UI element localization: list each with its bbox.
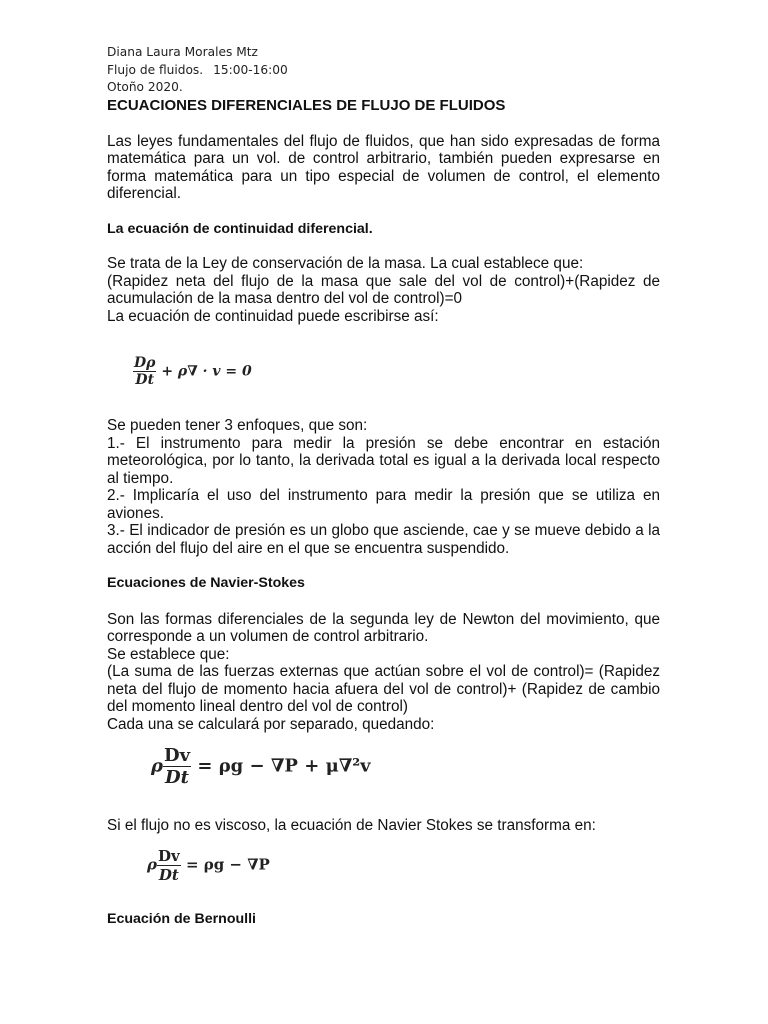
navier-paragraph-5: Si el flujo no es viscoso, la ecuación de Navier Stokes se transforma en: [107, 817, 596, 834]
euler-eq-prefix: ρ [147, 855, 157, 873]
term-line: Otoño 2020. [107, 80, 183, 94]
continuity-paragraph-1: Se trata de la Ley de conservación de la masa. La cual establece que: [107, 255, 584, 272]
navier-eq-fraction [163, 745, 191, 788]
continuity-equation [133, 355, 660, 411]
navier-eq-rest: = ρg − ∇P + μ∇²v [197, 755, 371, 777]
euler-eq-numerator: Dv [157, 846, 180, 865]
navier-eq-numerator: Dv [163, 745, 191, 766]
navier-paragraph-1: Son las formas diferenciales de la segunda ley de Newton del movimiento, que corresponde a un volumen de control arbitrario. [107, 610, 660, 645]
document-page [107, 44, 660, 928]
navier-stokes-equation [151, 745, 660, 809]
intro-paragraph: Las leyes fundamentales del flujo de fluidos, que han sido expresadas de forma matemática para un vol. de control arbitrario, también pueden expresarse en forma matemática para un tipo especial de volumen de control, el elemento diferencial. [107, 132, 660, 202]
continuity-paragraph-2: (Rapidez neta del flujo de la masa que sale del vol de control)+(Rapidez de acumulación de la masa dentro del vol de control)=0 [107, 272, 660, 307]
course-name: Flujo de fluidos. [107, 62, 204, 77]
navier-paragraph-3: (La suma de las fuerzas externas que actúan sobre el vol de control)= (Rapidez neta del flujo de momento hacia afuera del vol de control)+ (Rapidez de cambio del momento lineal dentro del vol de control) [107, 663, 660, 715]
continuity-rest: + ρ∇ · v = 0 [161, 363, 252, 380]
continuity-denominator: Dt [135, 372, 155, 388]
approach-item-1: 1.- El instrumento para medir la presión se debe encontrar en estación meteorológica, por lo tanto, la derivada total es igual a la derivada local respecto al tiempo. [107, 434, 660, 487]
navier-paragraph-4: Cada una se calculará por separado, quedando: [107, 715, 435, 733]
document-title: ECUACIONES DIFERENCIALES DE FLUJO DE FLUIDOS [107, 96, 506, 114]
author-line: Diana Laura Morales Mtz [107, 45, 258, 59]
navier-heading: Ecuaciones de Navier-Stokes [107, 575, 305, 591]
euler-eq-fraction [157, 847, 181, 884]
euler-eq-rest: = ρg − ∇P [185, 855, 270, 873]
course-time: 15:00-16:00 [213, 62, 288, 77]
bernoulli-heading: Ecuación de Bernoulli [107, 910, 256, 927]
euler-eq-denominator: Dt [158, 865, 179, 884]
euler-equation [147, 847, 660, 903]
approach-item-2: 2.- Implicaría el uso del instrumento para medir la presión que se utiliza en aviones. [107, 487, 660, 522]
continuity-numerator: Dρ [134, 355, 156, 371]
navier-eq-denominator: Dt [165, 767, 189, 788]
navier-paragraph-2: Se establece que: [107, 645, 230, 663]
navier-eq-prefix: ρ [151, 755, 163, 777]
continuity-paragraph-3: La ecuación de continuidad puede escribirse así: [107, 307, 439, 325]
continuity-heading: La ecuación de continuidad diferencial. [107, 220, 373, 237]
course-line [107, 62, 660, 80]
approaches-intro: Se pueden tener 3 enfoques, que son: [107, 417, 368, 434]
approach-item-3: 3.- El indicador de presión es un globo que asciende, cae y se mueve debido a la acción del flujo del aire en el que se encuentra suspendido. [107, 522, 660, 557]
continuity-fraction [133, 355, 156, 388]
